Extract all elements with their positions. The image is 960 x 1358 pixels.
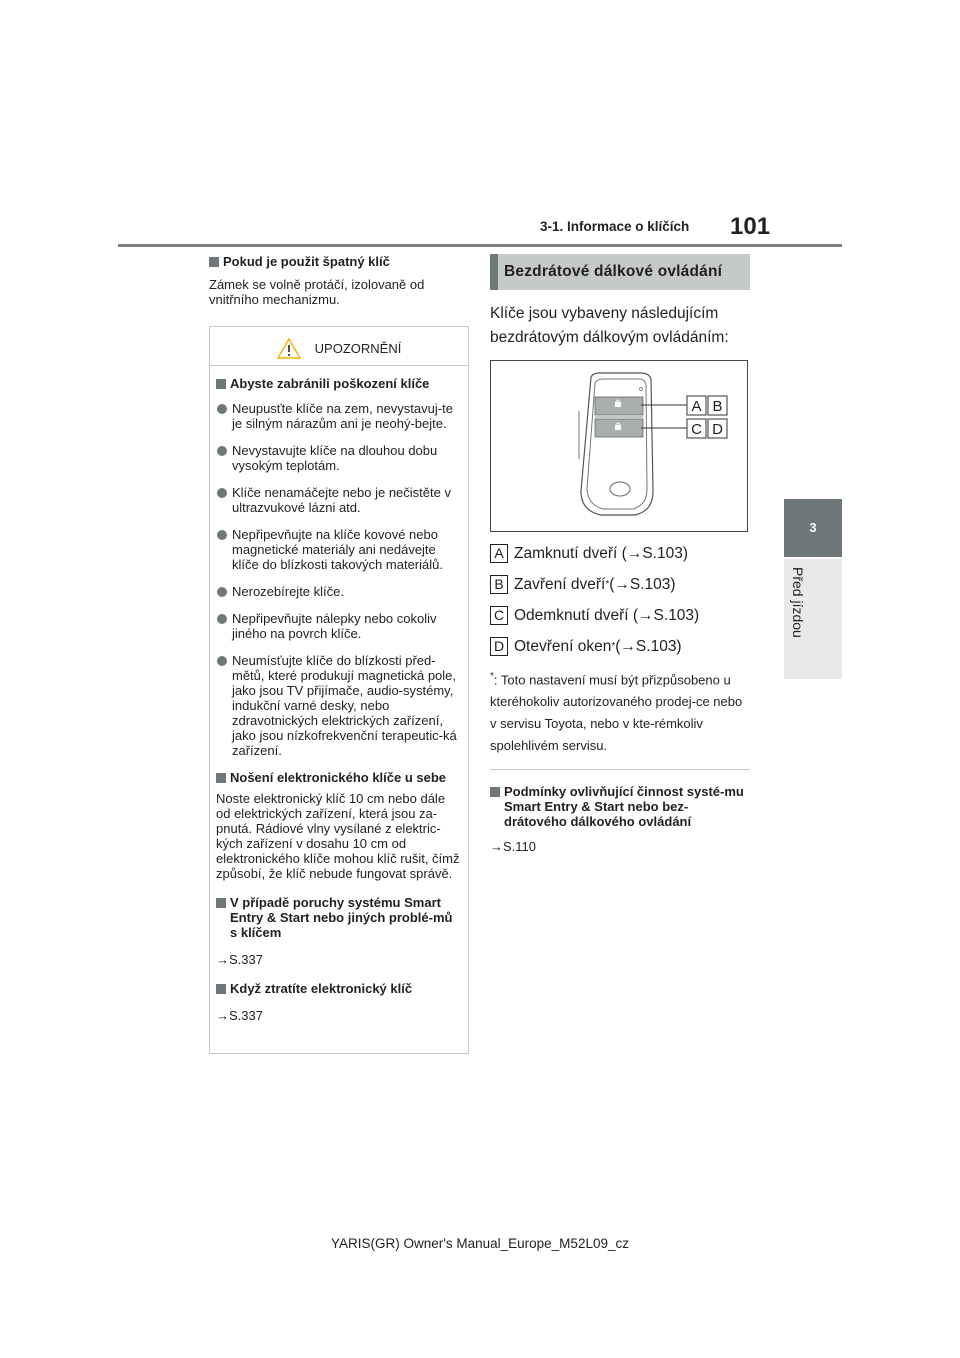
footnote-star: * — [605, 579, 610, 590]
warning-divider — [210, 365, 468, 366]
warning-bullet: Nepřipevňujte na klíče kovové nebo magnetické materiály ani nedávejte klíče do blízkosti takových materiálů. — [216, 527, 462, 572]
page-reference-link[interactable]: →S.337 — [216, 952, 263, 967]
warning-bullet: Nevystavujte klíče na dlouhou dobu vysokým teplotám. — [216, 443, 462, 473]
warning-bullet: Nepřipevňujte nálepky nebo cokoliv jiného na povrch klíče. — [216, 611, 462, 641]
key-fob-drawing — [491, 361, 747, 531]
remote-function-item — [490, 637, 750, 656]
remote-function-item — [490, 575, 750, 594]
warning-heading-malfunction: V případě poruchy systému Smart Entry & Start nebo jiných problé-mů s klíčem — [216, 895, 462, 940]
warning-bullet: Neupusťte klíče na zem, nevystavuj-te je silným nárazům ani je neohý-bejte. — [216, 401, 462, 431]
footnote-star: * — [611, 641, 616, 652]
section-heading-conditions: Podmínky ovlivňující činnost systé-mu Smart Entry & Start nebo bez-drátového dálkového ovládání — [490, 784, 750, 829]
item-reference[interactable]: (→S.103) — [609, 575, 676, 593]
key-fob-illustration — [490, 360, 748, 532]
item-label-box: C — [490, 606, 508, 625]
remote-function-item — [490, 544, 750, 563]
item-text[interactable]: Odemknutí dveří (→S.103) — [514, 606, 700, 624]
item-text[interactable]: Zamknutí dveří (→S.103) — [514, 544, 689, 562]
figure-label: B — [712, 398, 723, 415]
item-label-box: D — [490, 637, 508, 656]
remote-function-item — [490, 606, 750, 625]
right-column — [490, 254, 750, 854]
warning-text-carrying: Noste elektronický klíč 10 cm nebo dále od elektrických zařízení, která jsou za-pnutá. Rádiové vlny vysílané z elektric-kých zařízení v dosahu 10 cm od elektronického klíče mohou klíč rušit, čímž způsobí, že klíč nebude fungovat správě. — [216, 791, 460, 881]
figure-label: A — [691, 398, 702, 415]
footnote-star: * — [490, 671, 494, 682]
footer-text: YARIS(GR) Owner's Manual_Europe_M52L09_cz — [331, 1236, 629, 1251]
warning-box — [209, 326, 469, 1054]
figure-label: D — [712, 421, 723, 438]
left-column — [209, 254, 469, 307]
item-text: Zavření dveří — [514, 575, 606, 593]
page-number: 101 — [730, 213, 771, 240]
warning-bullet: Neumísťujte klíče do blízkosti před-mětů, které produkují magnetická pole, jako jsou TV přijímače, audio-systémy, indukční varné desky, nebo zdravotnických elektrických zařízení, jako jsou nízkofrekvenční terapeutic-ká zařízení. — [216, 653, 462, 758]
footnote — [490, 666, 750, 757]
chapter-tab-label: Před jízdou — [790, 567, 806, 638]
figure-label: C — [691, 421, 702, 438]
warning-bullet: Nerozebírejte klíče. — [216, 584, 462, 599]
warning-title-row — [216, 331, 462, 365]
header-divider — [118, 244, 842, 247]
footnote-divider — [490, 769, 750, 770]
section-heading-remote: Bezdrátové dálkové ovládání — [490, 254, 750, 290]
item-text: Otevření oken — [514, 637, 612, 655]
warning-heading-carrying: Nošení elektronického klíče u sebe — [216, 770, 462, 785]
warning-title: UPOZORNĚNÍ — [314, 340, 402, 356]
chapter-tab[interactable]: 3 — [784, 499, 842, 557]
chapter-title: 3-1. Informace o klíčích — [540, 219, 690, 234]
section-text-wrong-key: Zámek se volně protáčí, izolovaně od vnitřního mechanizmu. — [209, 277, 425, 307]
item-label-box: A — [490, 544, 508, 563]
page-reference-link[interactable]: →S.110 — [490, 839, 537, 855]
item-reference[interactable]: (→S.103) — [615, 637, 682, 655]
section-heading-wrong-key: Pokud je použit špatný klíč — [209, 254, 469, 269]
footnote-text: : Toto nastavení musí být přizpůsobeno u kteréhokoliv autorizovaného prodej-ce nebo v servisu Toyota, nebo v kte-rémkoliv spolehlivém servisu. — [490, 672, 743, 754]
warning-bullet: Klíče nenamáčejte nebo je nečistěte v ultrazvukové lázni atd. — [216, 485, 462, 515]
warning-heading-damage: Abyste zabránili poškození klíče — [216, 376, 462, 391]
warning-heading-lost-key: Když ztratíte elektronický klíč — [216, 981, 462, 996]
warning-triangle-icon — [277, 338, 301, 359]
page-reference-link[interactable]: →S.337 — [216, 1008, 263, 1023]
section-intro: Klíče jsou vybaveny následujícím bezdrátovým dálkovým ovládáním: — [490, 305, 729, 346]
item-label-box: B — [490, 575, 508, 594]
